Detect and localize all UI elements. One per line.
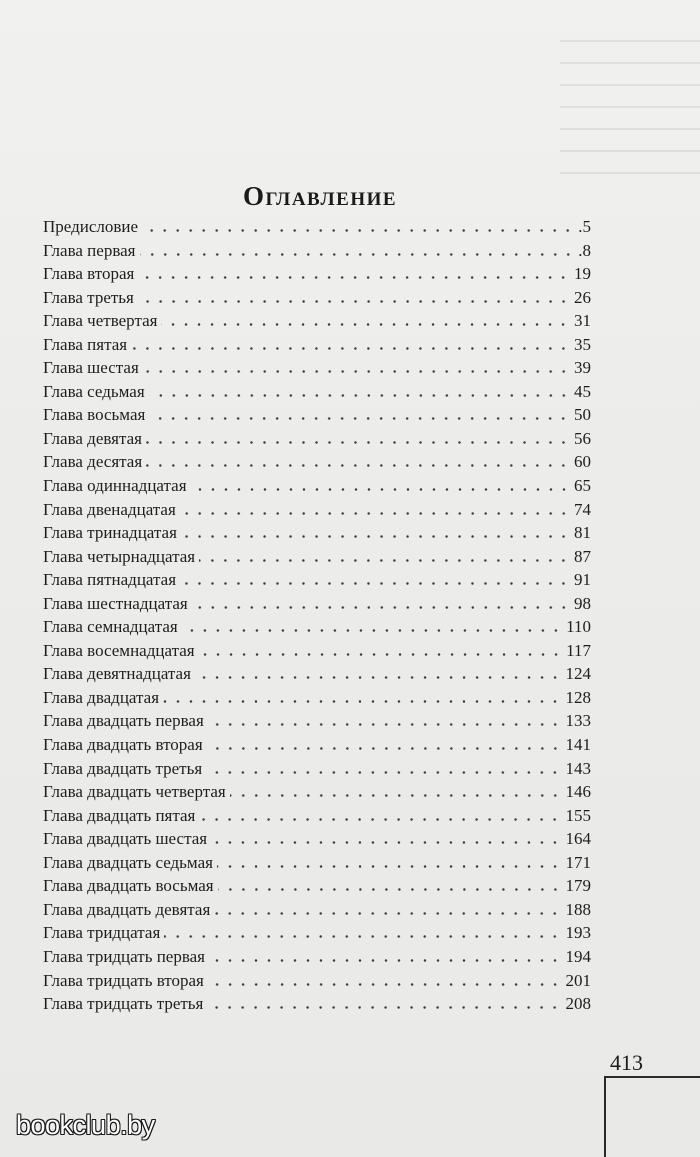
page-title: Оглавление xyxy=(242,181,398,212)
toc-dot-leader xyxy=(192,606,570,609)
toc-entry xyxy=(43,945,591,969)
toc-entry xyxy=(43,804,591,828)
toc-entry xyxy=(43,545,591,569)
toc-entry-title: Глава шестая xyxy=(43,358,139,378)
toc-dot-leader xyxy=(164,935,561,938)
toc-dot-leader xyxy=(146,464,570,467)
toc-entry xyxy=(43,639,591,663)
toc-entry-page: 110 xyxy=(566,617,591,637)
toc-entry-page: 26 xyxy=(574,287,591,307)
toc-dot-leader xyxy=(195,676,562,679)
toc-entry xyxy=(43,733,591,757)
toc-entry xyxy=(43,309,591,333)
toc-entry-title: Глава восьмая xyxy=(43,405,146,425)
toc-entry xyxy=(43,780,591,804)
toc-entry xyxy=(43,521,591,545)
toc-dot-leader xyxy=(180,582,570,585)
toc-entry-title: Глава четвертая xyxy=(43,311,158,331)
toc-dot-leader xyxy=(206,771,561,774)
toc-entry xyxy=(43,662,591,686)
toc-dot-leader xyxy=(149,417,570,420)
toc-dot-leader xyxy=(191,488,570,491)
toc-entry xyxy=(43,286,591,310)
toc-entry-page: 143 xyxy=(565,758,591,778)
toc-dot-leader xyxy=(208,723,562,726)
toc-dot-leader xyxy=(199,818,561,821)
toc-entry xyxy=(43,827,591,851)
toc-entry-page: 19 xyxy=(574,264,591,284)
toc-entry xyxy=(43,380,591,404)
toc-dot-leader xyxy=(207,1006,561,1009)
toc-entry-page: 193 xyxy=(565,923,591,943)
toc-entry-title: Глава двадцать пятая xyxy=(43,805,196,825)
toc-dot-leader xyxy=(209,959,561,962)
toc-entry xyxy=(43,874,591,898)
toc-dot-leader xyxy=(138,276,570,279)
toc-entry-title: Глава одиннадцатая xyxy=(43,476,187,496)
toc-entry-page: 141 xyxy=(565,735,591,755)
toc-entry xyxy=(43,709,591,733)
toc-dot-leader xyxy=(199,559,570,562)
toc-entry xyxy=(43,333,591,357)
toc-entry-page: 74 xyxy=(574,499,591,519)
toc-entry-title: Глава двадцать шестая xyxy=(43,829,208,849)
toc-entry-page: 39 xyxy=(574,358,591,378)
toc-dot-leader xyxy=(208,983,562,986)
toc-entry xyxy=(43,592,591,616)
toc-entry-page: 133 xyxy=(565,711,591,731)
toc-dot-leader xyxy=(161,323,570,326)
toc-entry xyxy=(43,474,591,498)
table-of-contents xyxy=(43,215,591,1016)
toc-dot-leader xyxy=(217,865,562,868)
toc-entry xyxy=(43,427,591,451)
toc-entry-title: Глава вторая xyxy=(43,264,135,284)
toc-dot-leader xyxy=(199,653,563,656)
toc-entry xyxy=(43,921,591,945)
toc-entry-title: Глава тридцатая xyxy=(43,923,161,943)
toc-dot-leader xyxy=(163,700,561,703)
toc-dot-leader xyxy=(218,888,562,891)
toc-entry-title: Глава девятнадцатая xyxy=(43,664,191,684)
toc-dot-leader xyxy=(230,794,562,797)
toc-entry-page: 146 xyxy=(565,782,591,802)
toc-entry xyxy=(43,851,591,875)
toc-entry-page: 50 xyxy=(574,405,591,425)
toc-entry-page: 56 xyxy=(574,428,591,448)
toc-dot-leader xyxy=(138,300,570,303)
page-number: 413 xyxy=(610,1050,643,1075)
toc-entry-page: 201 xyxy=(565,970,591,990)
toc-entry-page: 87 xyxy=(574,546,591,566)
toc-entry-page: 91 xyxy=(574,570,591,590)
toc-entry xyxy=(43,992,591,1016)
toc-entry-title: Глава пятнадцатая xyxy=(43,570,177,590)
toc-entry-page: 128 xyxy=(565,687,591,707)
toc-dot-leader xyxy=(181,535,570,538)
toc-entry xyxy=(43,356,591,380)
toc-dot-leader xyxy=(146,441,570,444)
toc-entry-title: Глава двадцатая xyxy=(43,687,160,707)
toc-entry-page: 164 xyxy=(565,829,591,849)
toc-entry xyxy=(43,969,591,993)
toc-entry xyxy=(43,262,591,286)
toc-entry-title: Предисловие xyxy=(43,217,139,236)
toc-entry-page: 45 xyxy=(574,381,591,401)
toc-entry-title: Глава двадцать четвертая xyxy=(43,782,226,802)
toc-entry-page: 65 xyxy=(574,476,591,496)
toc-entry-title: Глава двенадцатая xyxy=(43,499,176,519)
toc-dot-leader xyxy=(142,229,574,232)
toc-dot-leader xyxy=(211,841,561,844)
toc-dot-leader xyxy=(182,629,562,632)
toc-entry-title: Глава тридцать вторая xyxy=(43,970,204,990)
toc-entry-page: 98 xyxy=(574,593,591,613)
toc-entry xyxy=(43,215,591,239)
toc-dot-leader xyxy=(140,253,575,256)
toc-entry xyxy=(43,403,591,427)
toc-dot-leader xyxy=(180,512,570,515)
toc-entry-title: Глава семнадцатая xyxy=(43,617,178,637)
toc-entry-title: Глава шестнадцатая xyxy=(43,593,188,613)
toc-entry xyxy=(43,898,591,922)
toc-dot-leader xyxy=(143,370,570,373)
toc-entry-page: 81 xyxy=(574,523,591,543)
toc-entry xyxy=(43,450,591,474)
toc-entry-title: Глава двадцать восьмая xyxy=(43,876,214,896)
toc-entry xyxy=(43,568,591,592)
toc-entry xyxy=(43,757,591,781)
toc-entry-title: Глава первая xyxy=(43,240,136,260)
toc-entry xyxy=(43,239,591,263)
toc-entry-page: 155 xyxy=(565,805,591,825)
toc-dot-leader xyxy=(207,747,562,750)
toc-entry-title: Глава четырнадцатая xyxy=(43,546,196,566)
toc-entry-title: Глава двадцать вторая xyxy=(43,735,203,755)
toc-entry-title: Глава третья xyxy=(43,287,134,307)
toc-entry xyxy=(43,498,591,522)
folio-rule-vertical xyxy=(604,1076,606,1157)
toc-entry-title: Глава двадцать седьмая xyxy=(43,852,213,872)
toc-dot-leader xyxy=(131,347,570,350)
toc-entry-title: Глава пятая xyxy=(43,334,128,354)
toc-entry-page: 208 xyxy=(565,994,591,1014)
toc-entry-title: Глава восемнадцатая xyxy=(43,640,195,660)
toc-entry-page: 194 xyxy=(565,946,591,966)
toc-entry-title: Глава двадцать девятая xyxy=(43,899,211,919)
toc-entry-title: Глава тридцать третья xyxy=(43,994,204,1014)
toc-entry-title: Глава тридцать первая xyxy=(43,946,206,966)
toc-entry-page: 35 xyxy=(574,334,591,354)
toc-entry-page: 117 xyxy=(566,640,591,660)
watermark: bookclub.by xyxy=(16,1110,155,1140)
toc-entry-title: Глава девятая xyxy=(43,428,142,448)
folio xyxy=(604,1050,700,1157)
toc-entry-title: Глава двадцать третья xyxy=(43,758,203,778)
toc-dot-leader xyxy=(214,912,561,915)
toc-entry-title: Глава седьмая xyxy=(43,381,145,401)
toc-entry-page: 60 xyxy=(574,452,591,472)
toc-entry xyxy=(43,686,591,710)
toc-dot-leader xyxy=(149,394,570,397)
toc-entry-title: Глава десятая xyxy=(43,452,143,472)
toc-entry-page: 188 xyxy=(565,899,591,919)
toc-entry-page: 124 xyxy=(565,664,591,684)
toc-entry-page: 171 xyxy=(565,852,591,872)
toc-entry-page: .5 xyxy=(578,217,591,236)
toc-entry-title: Глава двадцать первая xyxy=(43,711,204,731)
folio-rule-horizontal xyxy=(604,1076,700,1078)
toc-entry-title: Глава тринадцатая xyxy=(43,523,177,543)
toc-entry-page: .8 xyxy=(578,240,591,260)
toc-entry-page: 31 xyxy=(574,311,591,331)
toc-entry xyxy=(43,615,591,639)
toc-entry-page: 179 xyxy=(565,876,591,896)
